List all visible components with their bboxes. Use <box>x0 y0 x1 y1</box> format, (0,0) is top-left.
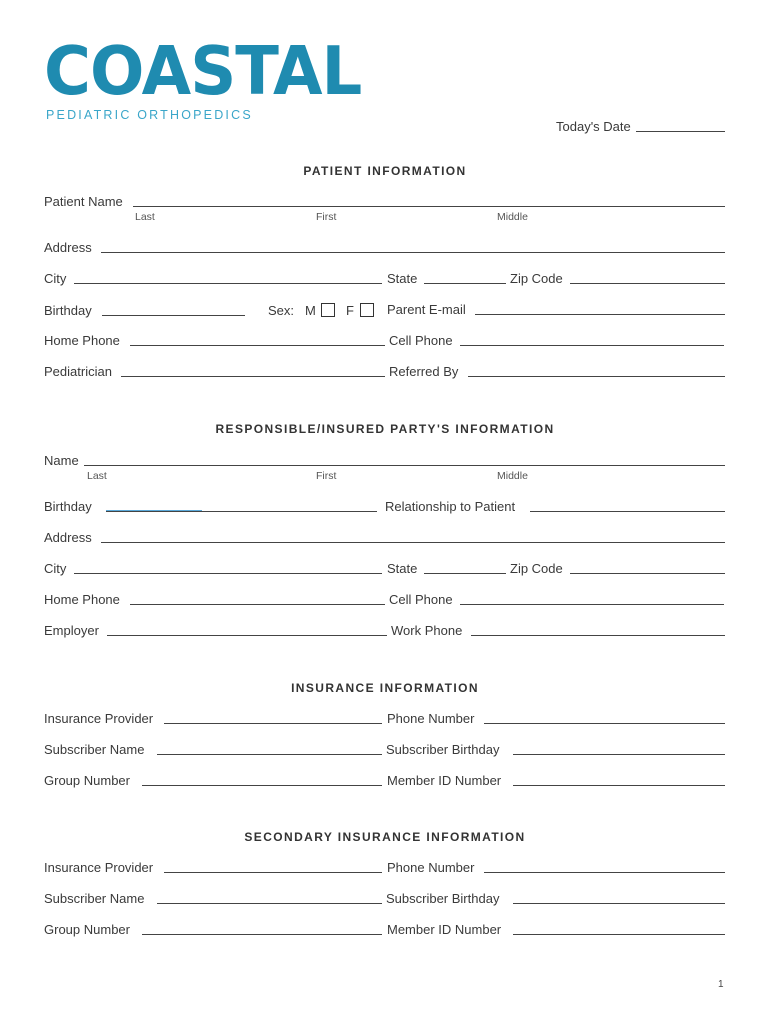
secondary-subscriber-birthday-field[interactable] <box>513 903 725 904</box>
logo-subtitle: PEDIATRIC ORTHOPEDICS <box>46 108 253 122</box>
responsible-name-last-hint: Last <box>87 470 107 482</box>
patient-name-middle-hint: Middle <box>497 211 528 223</box>
secondary-subscriber-name-field[interactable] <box>157 903 382 904</box>
section-title-insurance: INSURANCE INFORMATION <box>291 681 479 695</box>
insurance-subscriber-name-label: Subscriber Name <box>44 742 145 757</box>
responsible-home-phone-label: Home Phone <box>44 592 120 607</box>
page-number: 1 <box>718 979 724 990</box>
pediatrician-field[interactable] <box>121 376 385 377</box>
responsible-name-field[interactable] <box>84 465 725 466</box>
employer-field[interactable] <box>107 635 387 636</box>
patient-home-phone-label: Home Phone <box>44 333 120 348</box>
secondary-group-label: Group Number <box>44 922 130 937</box>
patient-city-field[interactable] <box>74 283 382 284</box>
employer-label: Employer <box>44 623 99 638</box>
responsible-city-field[interactable] <box>74 573 382 574</box>
responsible-zip-label: Zip Code <box>510 561 563 576</box>
parent-email-field[interactable] <box>475 314 725 315</box>
work-phone-field[interactable] <box>471 635 725 636</box>
insurance-member-id-field[interactable] <box>513 785 725 786</box>
insurance-member-id-label: Member ID Number <box>387 773 502 788</box>
section-title-patient: PATIENT INFORMATION <box>303 164 467 178</box>
secondary-subscriber-birthday-label: Subscriber Birthday <box>386 891 500 906</box>
secondary-group-field[interactable] <box>142 934 382 935</box>
responsible-zip-field[interactable] <box>570 573 725 574</box>
parent-email-label: Parent E-mail <box>387 302 466 317</box>
referred-by-label: Referred By <box>389 364 459 379</box>
patient-zip-label: Zip Code <box>510 271 563 286</box>
insurance-group-label: Group Number <box>44 773 130 788</box>
birthday-focus-highlight <box>106 510 202 511</box>
responsible-name-label: Name <box>44 453 79 468</box>
secondary-phone-label: Phone Number <box>387 860 475 875</box>
patient-cell-phone-field[interactable] <box>460 345 724 346</box>
section-title-secondary: SECONDARY INSURANCE INFORMATION <box>244 830 526 844</box>
insurance-provider-label: Insurance Provider <box>44 711 154 726</box>
sex-m-checkbox[interactable] <box>321 303 335 317</box>
relationship-label: Relationship to Patient <box>385 499 516 514</box>
section-title-responsible: RESPONSIBLE/INSURED PARTY'S INFORMATION <box>215 422 555 436</box>
responsible-address-label: Address <box>44 530 92 545</box>
patient-name-label: Patient Name <box>44 194 123 209</box>
responsible-birthday-field[interactable] <box>106 511 377 512</box>
patient-sex-f-label: F <box>346 303 354 318</box>
patient-birthday-label: Birthday <box>44 303 92 318</box>
todays-date-field[interactable] <box>636 131 725 132</box>
patient-sex-label: Sex: <box>268 303 295 318</box>
insurance-phone-label: Phone Number <box>387 711 475 726</box>
insurance-group-field[interactable] <box>142 785 382 786</box>
responsible-city-label: City <box>44 561 67 576</box>
secondary-phone-field[interactable] <box>484 872 725 873</box>
responsible-address-field[interactable] <box>101 542 725 543</box>
patient-state-field[interactable] <box>424 283 506 284</box>
patient-cell-phone-label: Cell Phone <box>389 333 453 348</box>
responsible-name-first-hint: First <box>316 470 337 482</box>
patient-zip-field[interactable] <box>570 283 725 284</box>
work-phone-label: Work Phone <box>391 623 463 638</box>
sex-f-checkbox[interactable] <box>360 303 374 317</box>
insurance-phone-field[interactable] <box>484 723 725 724</box>
secondary-provider-label: Insurance Provider <box>44 860 154 875</box>
patient-name-last-hint: Last <box>135 211 155 223</box>
patient-city-label: City <box>44 271 67 286</box>
responsible-state-label: State <box>387 561 418 576</box>
responsible-home-phone-field[interactable] <box>130 604 385 605</box>
responsible-name-middle-hint: Middle <box>497 470 528 482</box>
patient-address-label: Address <box>44 240 92 255</box>
patient-birthday-field[interactable] <box>102 315 245 316</box>
pediatrician-label: Pediatrician <box>44 364 112 379</box>
secondary-member-id-label: Member ID Number <box>387 922 502 937</box>
logo-wordmark: COASTAL <box>44 33 362 111</box>
patient-name-first-hint: First <box>316 211 337 223</box>
patient-name-field[interactable] <box>133 206 725 207</box>
insurance-subscriber-birthday-field[interactable] <box>513 754 725 755</box>
secondary-provider-field[interactable] <box>164 872 382 873</box>
patient-home-phone-field[interactable] <box>130 345 385 346</box>
secondary-subscriber-name-label: Subscriber Name <box>44 891 145 906</box>
responsible-state-field[interactable] <box>424 573 506 574</box>
responsible-cell-phone-label: Cell Phone <box>389 592 453 607</box>
patient-state-label: State <box>387 271 418 286</box>
insurance-subscriber-birthday-label: Subscriber Birthday <box>386 742 500 757</box>
insurance-provider-field[interactable] <box>164 723 382 724</box>
referred-by-field[interactable] <box>468 376 725 377</box>
responsible-birthday-label: Birthday <box>44 499 92 514</box>
secondary-member-id-field[interactable] <box>513 934 725 935</box>
responsible-cell-phone-field[interactable] <box>460 604 724 605</box>
insurance-subscriber-name-field[interactable] <box>157 754 382 755</box>
patient-sex-m-label: M <box>305 303 316 318</box>
patient-address-field[interactable] <box>101 252 725 253</box>
todays-date-label: Today's Date <box>556 119 631 134</box>
relationship-field[interactable] <box>530 511 725 512</box>
